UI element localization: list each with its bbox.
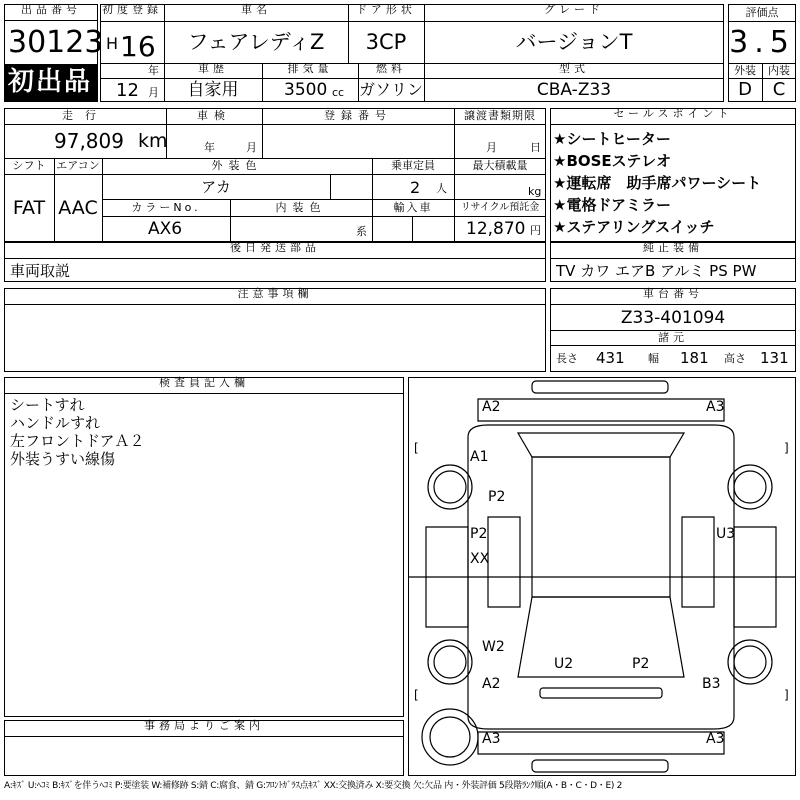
sales-point-5: ★ステアリングスイッチ [553, 218, 715, 236]
diagram-mark-a2-front-left: A2 [482, 399, 501, 415]
diagram-mark-a2-rear: A2 [482, 676, 501, 692]
inspector-label: 検査員記入欄 [4, 377, 404, 394]
reg-month: 12 [116, 80, 139, 101]
door-label: ドア形状 [356, 3, 416, 16]
ext-color: アカ [201, 178, 231, 196]
diagram-mark-p2-door: P2 [470, 526, 488, 542]
legend: A:ｷｽﾞ U:ﾍｺﾐ B:ｷｽﾞを伴うﾍｺﾐ P:要塗装 W:補修跡 S:錆 C:腐食、錆 G:ﾌﾛﾝﾄｶﾞﾗｽ点ｷｽﾞ XX:交換済み X:要交換 欠:欠品 内・外装評価 5段階ﾗﾝｸ順(A・B・C・D・E) 2 [4, 781, 623, 791]
left-door-shape [488, 517, 520, 607]
int-grade: C [772, 79, 786, 100]
height-label: 高さ [724, 352, 746, 365]
inspection-year-unit: 年 [204, 141, 215, 154]
color-no: AX6 [148, 219, 183, 239]
sales-point-3: ★運転席 助手席パワーシート [553, 174, 762, 192]
front-bumper-shape [532, 381, 668, 393]
recycle-label: リサイクル預託金 [460, 202, 540, 213]
car-history: 自家用 [187, 80, 239, 100]
lot-number-label: 出品番号 [4, 4, 98, 21]
diagram-mark-a3-rear-right: A3 [706, 731, 725, 747]
car-name: フェアレディZ [187, 30, 325, 54]
windshield-shape [518, 433, 684, 457]
cautions-label: 注意事項欄 [4, 288, 546, 305]
rear-window-shape [518, 597, 684, 677]
office-label: 事務局よりご案内 [4, 720, 404, 737]
inspector-note-2: ハンドルすれ [10, 414, 101, 432]
person-unit: 人 [436, 182, 447, 195]
height: 131 [760, 349, 789, 367]
ext-grade: D [738, 79, 752, 100]
inspector-note-3: 左フロントドアＡ２ [10, 432, 145, 450]
equipment-label: 純正装備 [550, 242, 796, 259]
front-panel-shape [478, 399, 724, 421]
recycle-fee: 12,870 [466, 219, 526, 239]
plate-label: 登録番号 [324, 109, 392, 122]
doc-month-unit: 月 [486, 141, 497, 154]
door-type: 3CP [365, 30, 407, 54]
kg-unit: kg [528, 185, 542, 198]
fuel: ガソリン [358, 80, 423, 99]
rear-panel-shape [478, 732, 724, 754]
grade: バージョンT [515, 30, 633, 54]
yen-unit: 円 [530, 224, 541, 237]
sales-point-1: ★シートヒーター [553, 130, 671, 148]
mileage: 97,809 [54, 129, 124, 153]
sales-point-2: ★BOSEステレオ [553, 152, 672, 170]
inspection-month-unit: 月 [246, 141, 257, 154]
km-unit: km [138, 130, 168, 152]
lot-number: 30123 [8, 25, 104, 60]
width-label: 幅 [648, 352, 659, 365]
year-unit: 年 [148, 64, 159, 77]
length-label: 長さ [556, 352, 578, 365]
right-door-shape [682, 517, 714, 607]
wheel-fl-shape [428, 465, 472, 509]
overall-score: 3.5 [729, 25, 795, 60]
era: H [106, 34, 119, 53]
diagram-mark-w2: W2 [482, 639, 505, 655]
spec-label: 諸元 [658, 331, 688, 344]
diagram-mark-a3-rear-left: A3 [482, 731, 501, 747]
sales-points-label: セールスポイント [550, 108, 796, 125]
model-label: 型式 [559, 62, 589, 75]
int-grade-label: 内装 [768, 64, 790, 77]
svg-text:[: [ [414, 688, 419, 702]
shift-type: FAT [12, 197, 46, 219]
month-unit: 月 [148, 86, 159, 99]
score-label: 評価点 [745, 6, 779, 19]
model-code: CBA-Z33 [536, 80, 612, 100]
cc-unit: cc [332, 86, 345, 99]
import-label: 輸入車 [393, 201, 433, 214]
aircon-type: AAC [58, 197, 98, 219]
later-parts-value: 車両取説 [10, 262, 71, 280]
history-label: 車歴 [198, 62, 228, 75]
svg-text:]: ] [784, 688, 789, 702]
diagram-mark-a1: A1 [470, 449, 489, 465]
displacement: 3500 [284, 80, 328, 100]
first-listing-text: 初出品 [8, 67, 93, 97]
diagram-mark-p2-fender: P2 [488, 489, 506, 505]
car-diagram [408, 377, 796, 776]
width: 181 [680, 349, 709, 367]
ext-grade-label: 外装 [734, 64, 756, 77]
ext-color-label: 外装色 [211, 159, 263, 172]
diagram-mark-a3-front-right: A3 [706, 399, 725, 415]
later-parts-label: 後日発送部品 [4, 242, 546, 259]
diagram-mark-u2: U2 [554, 656, 574, 672]
capacity-label: 乗車定員 [391, 159, 435, 172]
diagram-mark-u3: U3 [716, 526, 736, 542]
equipment-value: TV カワ エアB アルミ PS PW [556, 262, 757, 280]
shift-label: シフト [12, 159, 46, 172]
reg-year: 16 [120, 30, 156, 63]
first-reg-label: 初度登録 [102, 3, 162, 16]
doc-deadline-label: 譲渡書類期限 [464, 109, 536, 122]
svg-text:]: ] [784, 441, 789, 455]
rear-spoiler-shape [540, 688, 662, 698]
int-color-unit: 系 [356, 225, 367, 238]
rear-bumper-shape [532, 760, 668, 772]
chassis-number: Z33-401094 [620, 308, 726, 328]
max-load-label: 最大積載量 [472, 159, 528, 172]
int-color-label: 内装色 [275, 201, 327, 214]
svg-text:[: [ [414, 441, 419, 455]
roof-shape [532, 457, 670, 597]
diagram-mark-p2-rear: P2 [632, 656, 650, 672]
mileage-label: 走行 [62, 109, 108, 122]
inspector-note-4: 外装うすい線傷 [10, 450, 116, 468]
inspection-label: 車検 [197, 109, 231, 122]
diagram-mark-b3: B3 [702, 676, 721, 692]
capacity: 2 [410, 178, 421, 197]
fuel-label: 燃料 [376, 62, 406, 75]
sales-point-4: ★電格ドアミラー [553, 196, 671, 214]
length: 431 [596, 349, 625, 367]
doc-day-unit: 日 [530, 141, 541, 154]
color-no-label: カラーNo. [131, 201, 201, 214]
car-name-label: 車名 [241, 3, 271, 16]
aircon-label: エアコン [56, 159, 100, 172]
diagram-mark-xx: XX [470, 551, 490, 567]
inspector-note-1: シートすれ [10, 396, 85, 414]
chassis-label: 車台番号 [550, 288, 796, 305]
grade-label: グレード [544, 3, 604, 16]
displacement-label: 排気量 [287, 62, 333, 75]
